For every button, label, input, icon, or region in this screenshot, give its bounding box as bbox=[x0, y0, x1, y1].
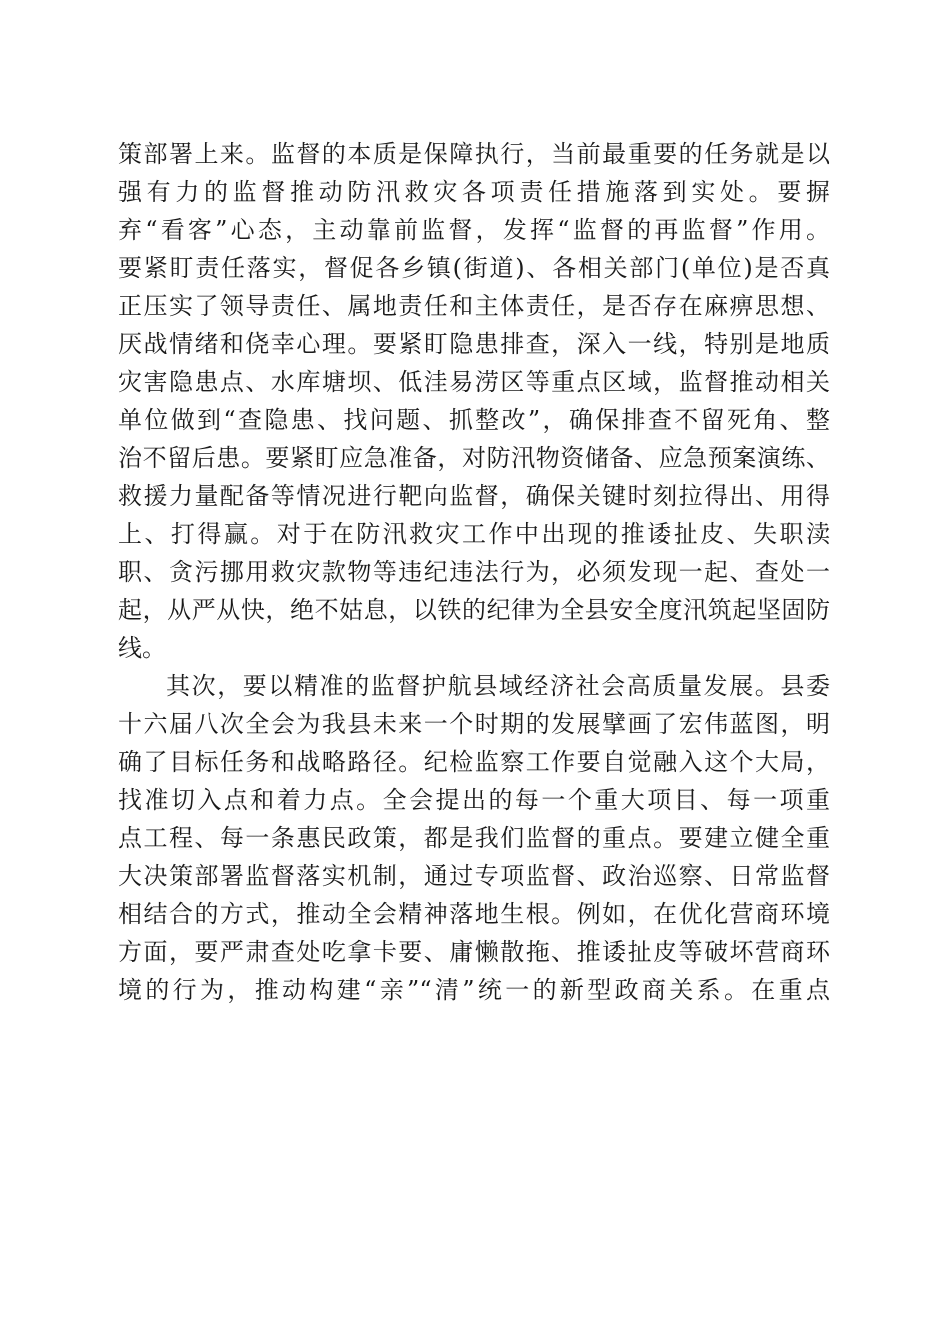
paragraph-1-line: 治不留后患。要紧盯应急准备，对防汛物资储备、应急预案演练、 bbox=[118, 444, 830, 472]
paragraph-2-line: 大决策部署监督落实机制，通过专项监督、政治巡察、日常监督 bbox=[118, 862, 830, 890]
paragraph-1-line: 灾害隐患点、水库塘坝、低洼易涝区等重点区域，监督推动相关 bbox=[118, 368, 830, 396]
paragraph-1-line: 弃“看客”心态，主动靠前监督，发挥“监督的再监督”作用。 bbox=[118, 216, 830, 244]
document-body bbox=[118, 135, 830, 1009]
paragraph-1-line: 策部署上来。监督的本质是保障执行，当前最重要的任务就是以 bbox=[118, 140, 830, 168]
paragraph-1-line: 正压实了领导责任、属地责任和主体责任，是否存在麻痹思想、 bbox=[118, 292, 830, 320]
paragraph-1-line: 强有力的监督推动防汛救灾各项责任措施落到实处。要摒 bbox=[118, 178, 830, 206]
paragraph-2-line: 方面，要严肃查处吃拿卡要、庸懒散拖、推诿扯皮等破坏营商环 bbox=[118, 938, 830, 966]
paragraph-2-line: 相结合的方式，推动全会精神落地生根。例如，在优化营商环境 bbox=[118, 900, 830, 928]
paragraph-1-line: 上、打得赢。对于在防汛救灾工作中出现的推诿扯皮、失职渎 bbox=[118, 520, 830, 548]
paragraph-1-line: 职、贪污挪用救灾款物等违纪违法行为，必须发现一起、查处一 bbox=[118, 558, 830, 586]
paragraph-1-line: 厌战情绪和侥幸心理。要紧盯隐患排查，深入一线，特别是地质 bbox=[118, 330, 830, 358]
paragraph-2-line: 点工程、每一条惠民政策，都是我们监督的重点。要建立健全重 bbox=[118, 824, 830, 852]
paragraph-1-line: 起，从严从快，绝不姑息，以铁的纪律为全县安全度汛筑起坚固防 bbox=[118, 596, 830, 624]
paragraph-2-line: 境的行为，推动构建“亲”“清”统一的新型政商关系。在重点 bbox=[118, 976, 830, 1004]
paragraph-2-line: 确了目标任务和战略路径。纪检监察工作要自觉融入这个大局， bbox=[118, 748, 830, 776]
paragraph-2-first-line: 其次，要以精准的监督护航县域经济社会高质量发展。县委 bbox=[166, 672, 830, 700]
paragraph-2-line: 找准切入点和着力点。全会提出的每一个重大项目、每一项重 bbox=[118, 786, 830, 814]
paragraph-1-line: 单位做到“查隐患、找问题、抓整改”，确保排查不留死角、整 bbox=[118, 406, 830, 434]
paragraph-1-line: 要紧盯责任落实，督促各乡镇(街道)、各相关部门(单位)是否真 bbox=[118, 254, 830, 282]
paragraph-1-line: 救援力量配备等情况进行靶向监督，确保关键时刻拉得出、用得 bbox=[118, 482, 830, 510]
paragraph-1-line: 线。 bbox=[118, 634, 166, 662]
paragraph-2-line: 十六届八次全会为我县未来一个时期的发展擘画了宏伟蓝图，明 bbox=[118, 710, 830, 738]
